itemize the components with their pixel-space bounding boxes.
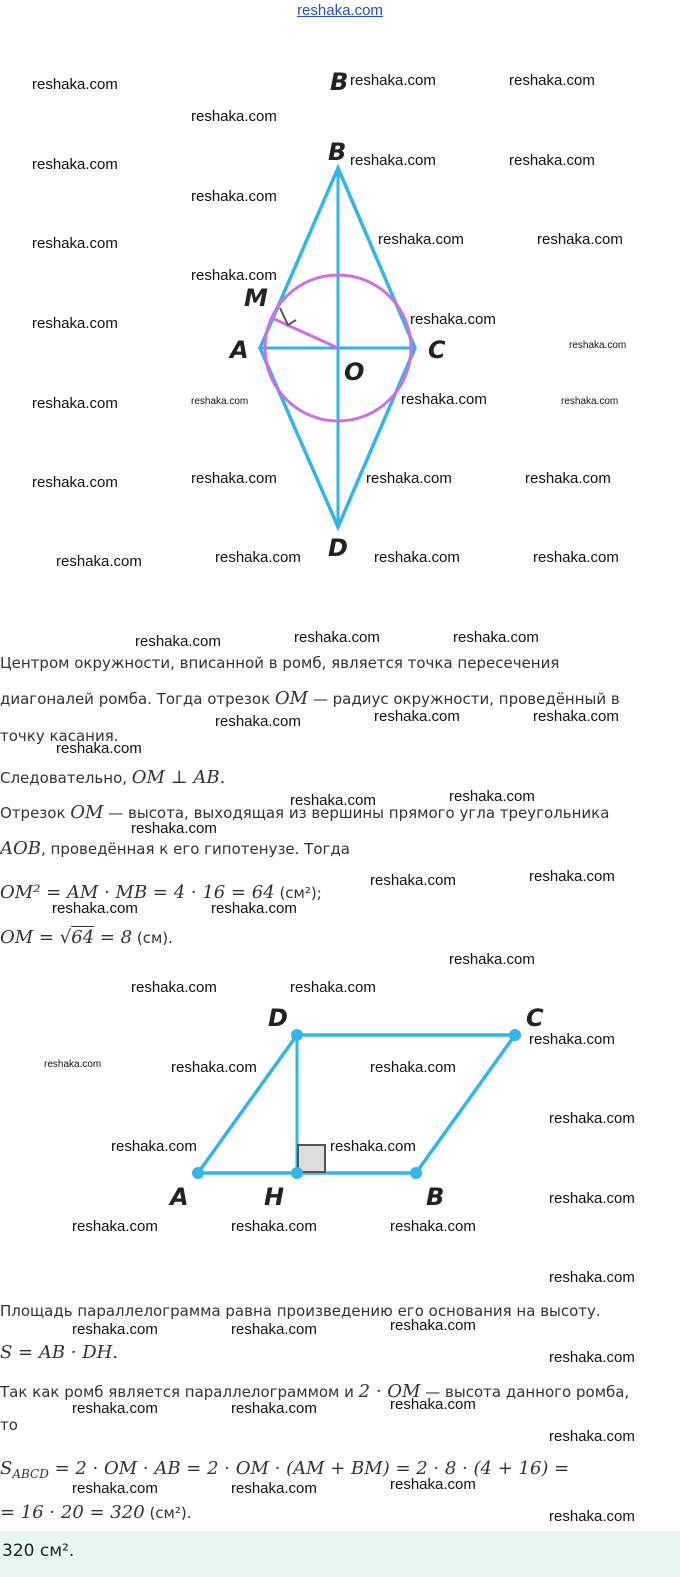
watermark: reshaka.com <box>549 1110 635 1127</box>
label-d2: D <box>268 1004 288 1032</box>
point-a <box>192 1167 204 1179</box>
watermark: reshaka.com <box>449 951 535 968</box>
watermark: reshaka.com <box>52 900 138 917</box>
watermark: reshaka.com <box>401 391 487 408</box>
text-p5: Отрезок OM — высота, выходящая из вершины прямого угла треугольника <box>0 802 610 823</box>
watermark: reshaka.com <box>390 1476 476 1493</box>
equation-area: S = AB · DH. <box>0 1342 119 1363</box>
text-p3: точку касания. <box>0 727 119 745</box>
watermark: reshaka.com <box>231 1480 317 1497</box>
watermark: reshaka.com <box>549 1349 635 1366</box>
point-c <box>509 1029 521 1041</box>
watermark: reshaka.com <box>549 1190 635 1207</box>
watermark: reshaka.com <box>366 470 452 487</box>
watermark: reshaka.com <box>449 788 535 805</box>
text-p6: AOB, проведённая к его гипотенузе. Тогда <box>0 838 350 859</box>
watermark: reshaka.com <box>537 231 623 248</box>
watermark: reshaka.com <box>533 708 619 725</box>
watermark: reshaka.com <box>191 267 277 284</box>
watermark: reshaka.com <box>72 1480 158 1497</box>
watermark: reshaka.com <box>549 1269 635 1286</box>
watermark: reshaka.com <box>509 72 595 89</box>
watermark: reshaka.com <box>191 108 277 125</box>
watermark: reshaka.com <box>56 553 142 570</box>
watermark: reshaka.com <box>111 1138 197 1155</box>
watermark: reshaka.com <box>56 740 142 757</box>
watermark: reshaka.com <box>135 633 221 650</box>
text-p8: Так как ромб является параллелограммом и 2 · OM — высота данного ромба, <box>0 1381 630 1402</box>
watermark: reshaka.com <box>32 235 118 252</box>
point-d <box>291 1029 303 1041</box>
equation-om-squared: OM² = AM · MB = 4 · 16 = 64 (см²); <box>0 882 322 903</box>
watermark: reshaka.com <box>549 1508 635 1525</box>
watermark: reshaka.com <box>32 474 118 491</box>
equation-sabcd: $S_{ABCD} = 2$ · OM · AB = 2 · OM · (AM + BM) = 2 · 8 · (4 + 16) = <box>0 1458 570 1481</box>
watermark: reshaka.com <box>525 470 611 487</box>
label-a: A <box>230 336 249 364</box>
equation-om: OM = √64 = 8 (см). <box>0 927 173 948</box>
watermark: reshaka.com <box>350 152 436 169</box>
label-a2: A <box>170 1183 189 1211</box>
watermark: reshaka.com <box>374 549 460 566</box>
answer-box <box>0 1531 680 1577</box>
watermark: reshaka.com <box>72 1218 158 1235</box>
watermark: reshaka.com <box>215 713 301 730</box>
watermark: reshaka.com <box>529 868 615 885</box>
site-link[interactable]: reshaka.com <box>297 2 383 19</box>
watermark: reshaka.com <box>44 1059 102 1070</box>
watermark: reshaka.com <box>32 315 118 332</box>
watermark: reshaka.com <box>171 1059 257 1076</box>
label-m: M <box>244 284 268 312</box>
label-c2: C <box>526 1004 544 1032</box>
watermark: reshaka.com <box>211 900 297 917</box>
text-p4: Следовательно, OM ⊥ AB. <box>0 767 226 788</box>
watermark: reshaka.com <box>410 311 496 328</box>
watermark: reshaka.com <box>390 1218 476 1235</box>
watermark: reshaka.com <box>370 872 456 889</box>
parallelogram-figure <box>0 990 680 1220</box>
radius-om <box>272 318 338 348</box>
answer-text: 320 см². <box>2 1541 75 1561</box>
watermark: reshaka.com <box>509 152 595 169</box>
label-b: B <box>328 138 347 166</box>
watermark: reshaka.com <box>32 395 118 412</box>
watermark: reshaka.com <box>561 396 619 407</box>
watermark: reshaka.com <box>294 629 380 646</box>
text-p1: Центром окружности, вписанной в ромб, является точка пересечения <box>0 654 560 672</box>
label-top: B <box>330 68 349 96</box>
watermark: reshaka.com <box>72 1321 158 1338</box>
watermark: reshaka.com <box>231 1321 317 1338</box>
watermark: reshaka.com <box>453 629 539 646</box>
text-p2: диагоналей ромба. Тогда отрезок OM — радиус окружности, проведённый в <box>0 688 620 709</box>
watermark: reshaka.com <box>32 156 118 173</box>
watermark: reshaka.com <box>390 1396 476 1413</box>
watermark: reshaka.com <box>131 820 217 837</box>
watermark: reshaka.com <box>549 1428 635 1445</box>
text-p9: то <box>0 1416 18 1434</box>
watermark: reshaka.com <box>231 1218 317 1235</box>
watermark: reshaka.com <box>231 1400 317 1417</box>
watermark: reshaka.com <box>569 340 627 351</box>
watermark: reshaka.com <box>378 231 464 248</box>
watermark: reshaka.com <box>370 1059 456 1076</box>
text-p7: Площадь параллелограмма равна произведению его основания на высоту. <box>0 1302 601 1320</box>
equation-result: = 16 · 20 = 320 (см²). <box>0 1502 192 1523</box>
watermark: reshaka.com <box>131 979 217 996</box>
watermark: reshaka.com <box>191 396 249 407</box>
watermark: reshaka.com <box>374 708 460 725</box>
watermark: reshaka.com <box>533 549 619 566</box>
label-c: C <box>428 336 446 364</box>
watermark: reshaka.com <box>72 1400 158 1417</box>
right-angle-box <box>298 1145 325 1172</box>
watermark: reshaka.com <box>191 188 277 205</box>
watermark: reshaka.com <box>330 1138 416 1155</box>
point-h <box>291 1167 303 1179</box>
watermark: reshaka.com <box>215 549 301 566</box>
label-o: O <box>344 358 365 386</box>
label-d: D <box>328 534 348 562</box>
watermark: reshaka.com <box>529 1031 615 1048</box>
watermark: reshaka.com <box>390 1317 476 1334</box>
watermark: reshaka.com <box>290 792 376 809</box>
watermark: reshaka.com <box>191 470 277 487</box>
label-b2: B <box>426 1183 445 1211</box>
watermark: reshaka.com <box>32 76 118 93</box>
watermark: reshaka.com <box>350 72 436 89</box>
point-b <box>410 1167 422 1179</box>
watermark: reshaka.com <box>290 979 376 996</box>
label-h2: H <box>264 1183 285 1211</box>
